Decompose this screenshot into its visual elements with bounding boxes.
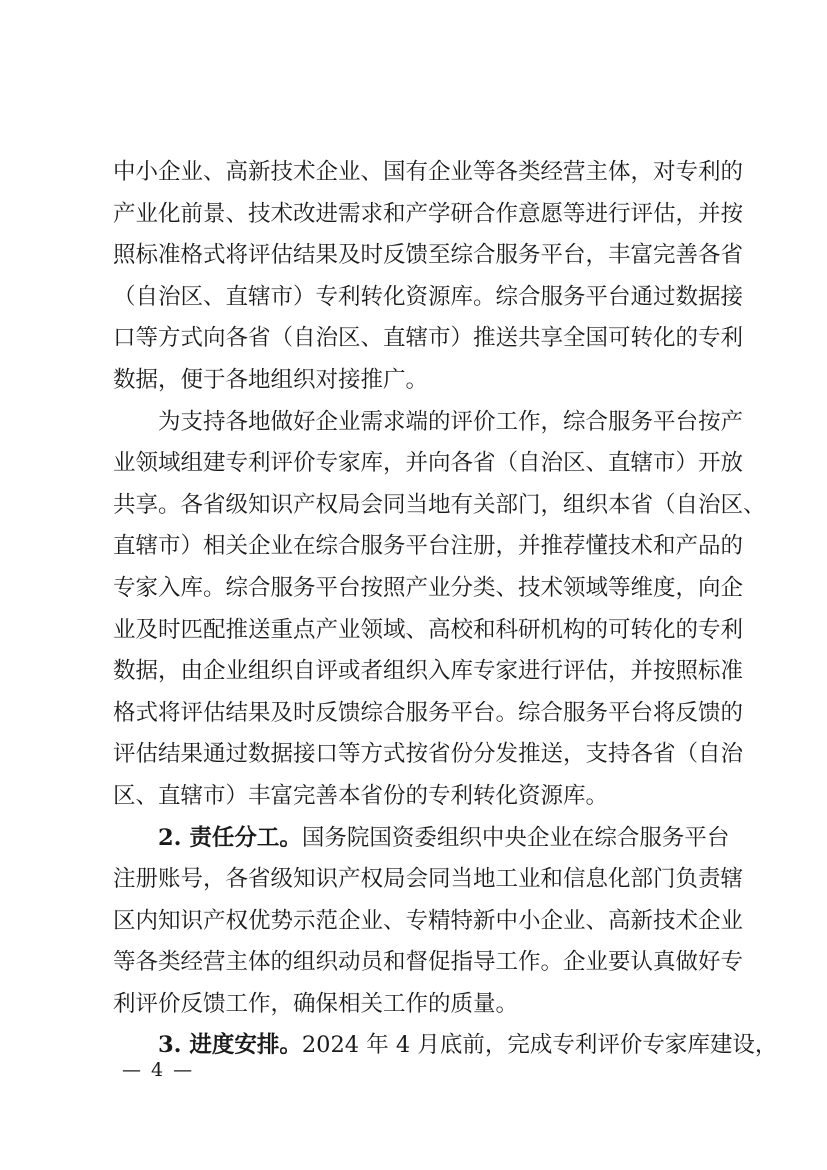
text-line: 评估结果通过数据接口等方式按省份分发推送，支持各省（自治 [113, 741, 744, 768]
text-line: 业领域组建专利评价专家库，并向各省（自治区、直辖市）开放 [113, 450, 744, 477]
text-line: 利评价反馈工作，确保相关工作的质量。 [113, 990, 519, 1017]
paragraph-4 [113, 1025, 778, 1067]
document-body [113, 152, 778, 1067]
text-line: 注册账号，各省级知识产权局会同当地工业和信息化部门负责辖 [113, 866, 744, 893]
section-heading: 2. 责任分工。 [158, 824, 302, 851]
page-number: — 4 — [122, 1059, 195, 1081]
text-line: 区内知识产权优势示范企业、专精特新中小企业、高新技术企业 [113, 907, 744, 934]
text-line: 产业化前景、技术改进需求和产学研合作意愿等进行评估，并按 [113, 200, 744, 227]
text-run: 国务院国资委组织中央企业在综合服务平台 [301, 824, 730, 851]
text-line: 专家入库。综合服务平台按照产业分类、技术领域等维度，向企 [113, 574, 744, 601]
text-line: （自治区、直辖市）专利转化资源库。综合服务平台通过数据接 [113, 283, 744, 310]
text-line: 区、直辖市）丰富完善本省份的专利转化资源库。 [113, 782, 609, 809]
text-line: 数据，由企业组织自评或者组织入库专家进行评估，并按照标准 [113, 658, 744, 685]
text-line: 等各类经营主体的组织动员和督促指导工作。企业要认真做好专 [113, 949, 744, 976]
text-line: 中小企业、高新技术企业、国有企业等各类经营主体，对专利的 [113, 159, 744, 185]
text-line [113, 818, 730, 860]
text-line: 直辖市）相关企业在综合服务平台注册，并推荐懂技术和产品的 [113, 533, 744, 560]
text-line: 格式将评估结果及时反馈综合服务平台。综合服务平台将反馈的 [113, 699, 744, 726]
text-run: 2024 年 4 月底前，完成专利评价专家库建设， [301, 1032, 778, 1059]
text-line: 业及时匹配推送重点产业领域、高校和科研机构的可转化的专利 [113, 616, 744, 643]
text-line: 共享。各省级知识产权局会同当地有关部门，组织本省（自治区、 [113, 491, 766, 518]
text-line: 数据，便于各地组织对接推广。 [113, 366, 429, 393]
text-line: 为支持各地做好企业需求端的评价工作，综合服务平台按产 [158, 408, 744, 435]
paragraph-2 [113, 402, 766, 818]
text-line [113, 1025, 778, 1067]
section-heading: 3. 进度安排。 [158, 1032, 302, 1059]
paragraph-1 [113, 152, 744, 402]
paragraph-3 [113, 818, 744, 1026]
text-line: 口等方式向各省（自治区、直辖市）推送共享全国可转化的专利 [113, 325, 744, 352]
text-line: 照标准格式将评估结果及时反馈至综合服务平台，丰富完善各省 [113, 242, 744, 269]
